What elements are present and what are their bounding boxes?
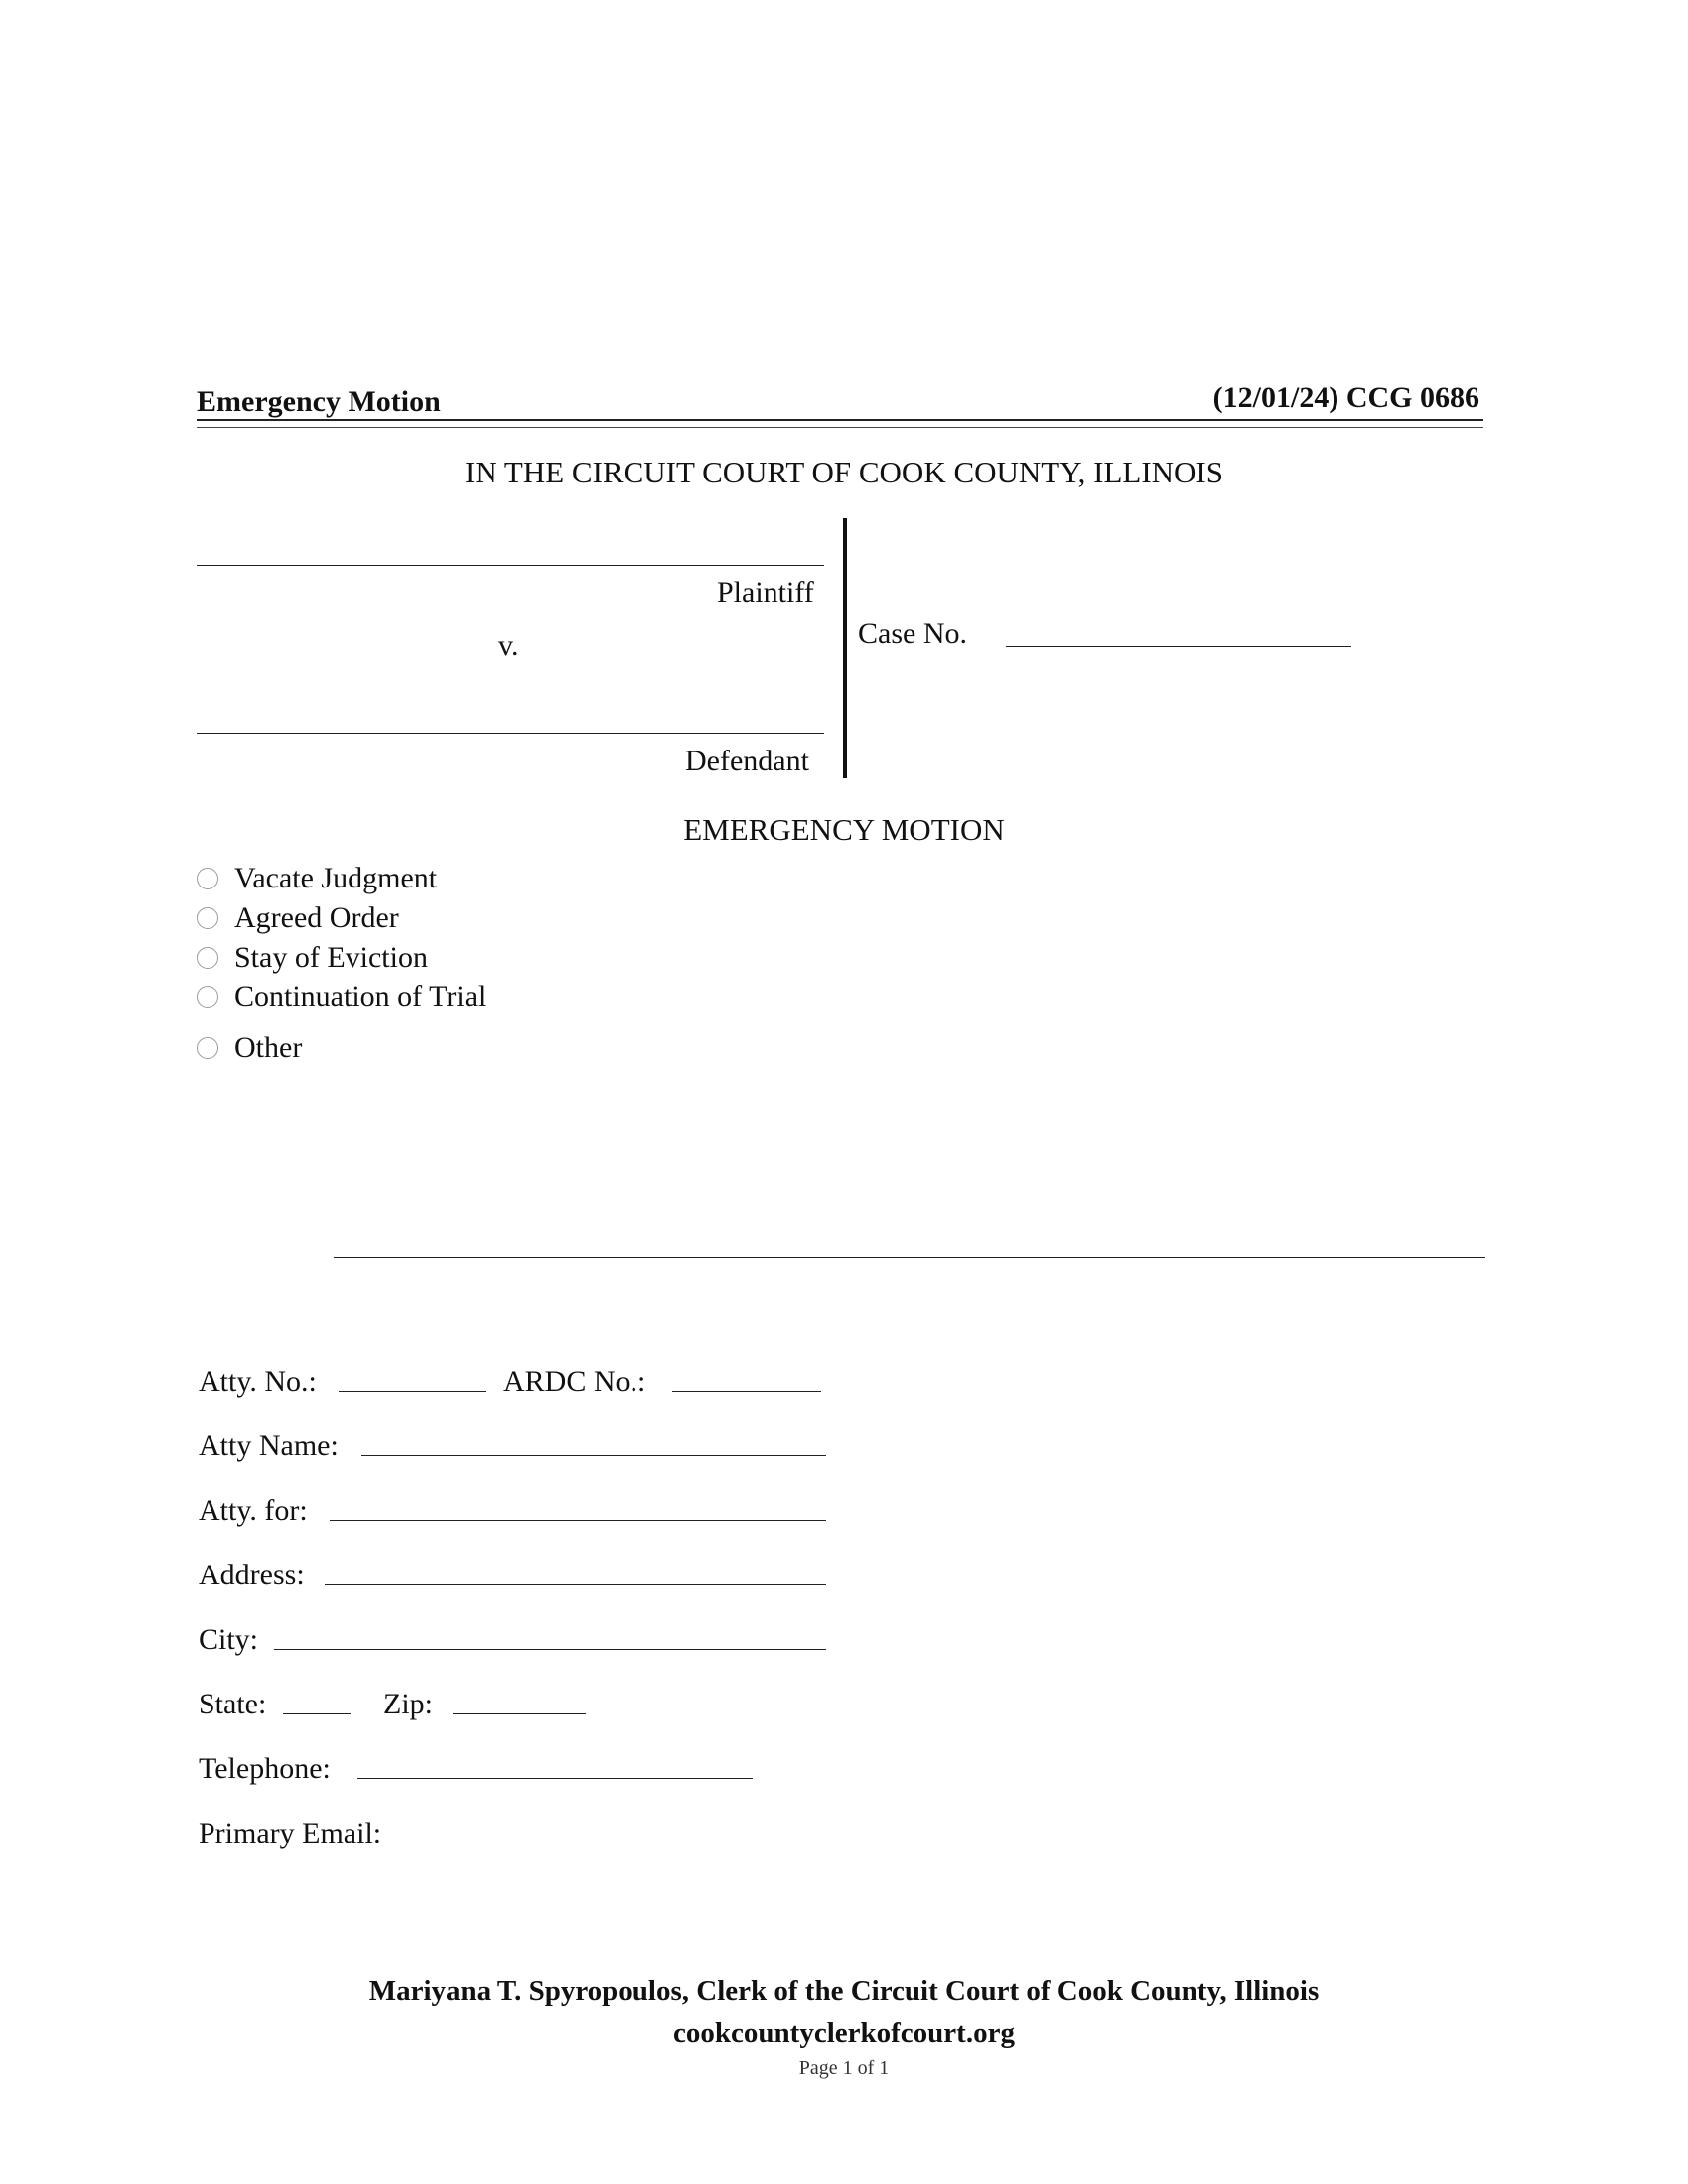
address-label: Address: xyxy=(199,1559,305,1591)
address-field[interactable] xyxy=(325,1584,826,1585)
caption-divider xyxy=(843,518,847,778)
option-label: Stay of Eviction xyxy=(234,941,428,974)
telephone-label: Telephone: xyxy=(199,1752,331,1785)
court-title: IN THE CIRCUIT COURT OF COOK COUNTY, ILLINOIS xyxy=(465,455,1223,489)
motion-title: EMERGENCY MOTION xyxy=(683,812,1005,847)
atty-for-field[interactable] xyxy=(330,1520,826,1521)
option-vacate-judgment[interactable] xyxy=(197,862,437,895)
radio-button[interactable] xyxy=(197,986,218,1008)
clerk-footer: Mariyana T. Spyropoulos, Clerk of the Circuit Court of Cook County, Illinois xyxy=(368,1976,1320,2007)
header-rule xyxy=(197,419,1483,421)
option-continuation-of-trial[interactable] xyxy=(197,980,486,1014)
ardc-no-label: ARDC No.: xyxy=(503,1365,646,1398)
atty-name-label: Atty Name: xyxy=(199,1430,339,1462)
form-code: (12/01/24) CCG 0686 xyxy=(1212,381,1479,414)
form-title: Emergency Motion xyxy=(197,385,441,418)
state-field[interactable] xyxy=(283,1713,351,1714)
radio-button[interactable] xyxy=(197,1037,218,1059)
atty-for-label: Atty. for: xyxy=(199,1494,308,1527)
option-label: Continuation of Trial xyxy=(234,980,487,1013)
option-label: Vacate Judgment xyxy=(234,862,438,894)
zip-field[interactable] xyxy=(453,1713,586,1714)
state-label: State: xyxy=(199,1688,267,1720)
option-other[interactable] xyxy=(197,1031,302,1065)
atty-no-label: Atty. No.: xyxy=(199,1365,317,1398)
city-label: City: xyxy=(199,1623,259,1656)
page-number: Page 1 of 1 xyxy=(798,2057,890,2079)
atty-name-field[interactable] xyxy=(361,1455,826,1456)
versus-label: v. xyxy=(498,629,519,662)
option-label: Other xyxy=(234,1031,303,1064)
city-field[interactable] xyxy=(274,1649,826,1650)
option-label: Agreed Order xyxy=(234,901,399,934)
case-no-label: Case No. xyxy=(858,617,967,650)
primary-email-label: Primary Email: xyxy=(199,1817,382,1849)
radio-button[interactable] xyxy=(197,868,218,889)
header-rule-thin xyxy=(197,427,1483,428)
zip-label: Zip: xyxy=(383,1688,433,1720)
case-no-field[interactable] xyxy=(1006,646,1351,647)
signature-line[interactable] xyxy=(334,1257,1485,1258)
option-stay-of-eviction[interactable] xyxy=(197,941,428,975)
defendant-name-field[interactable] xyxy=(197,733,824,734)
ardc-no-field[interactable] xyxy=(672,1391,821,1392)
option-agreed-order[interactable] xyxy=(197,901,399,935)
defendant-label: Defendant xyxy=(685,745,809,777)
atty-no-field[interactable] xyxy=(339,1391,486,1392)
plaintiff-label: Plaintiff xyxy=(717,576,814,609)
telephone-field[interactable] xyxy=(357,1778,753,1779)
radio-button[interactable] xyxy=(197,907,218,929)
clerk-website: cookcountyclerkofcourt.org xyxy=(673,2017,1015,2049)
plaintiff-name-field[interactable] xyxy=(197,565,824,566)
radio-button[interactable] xyxy=(197,947,218,969)
